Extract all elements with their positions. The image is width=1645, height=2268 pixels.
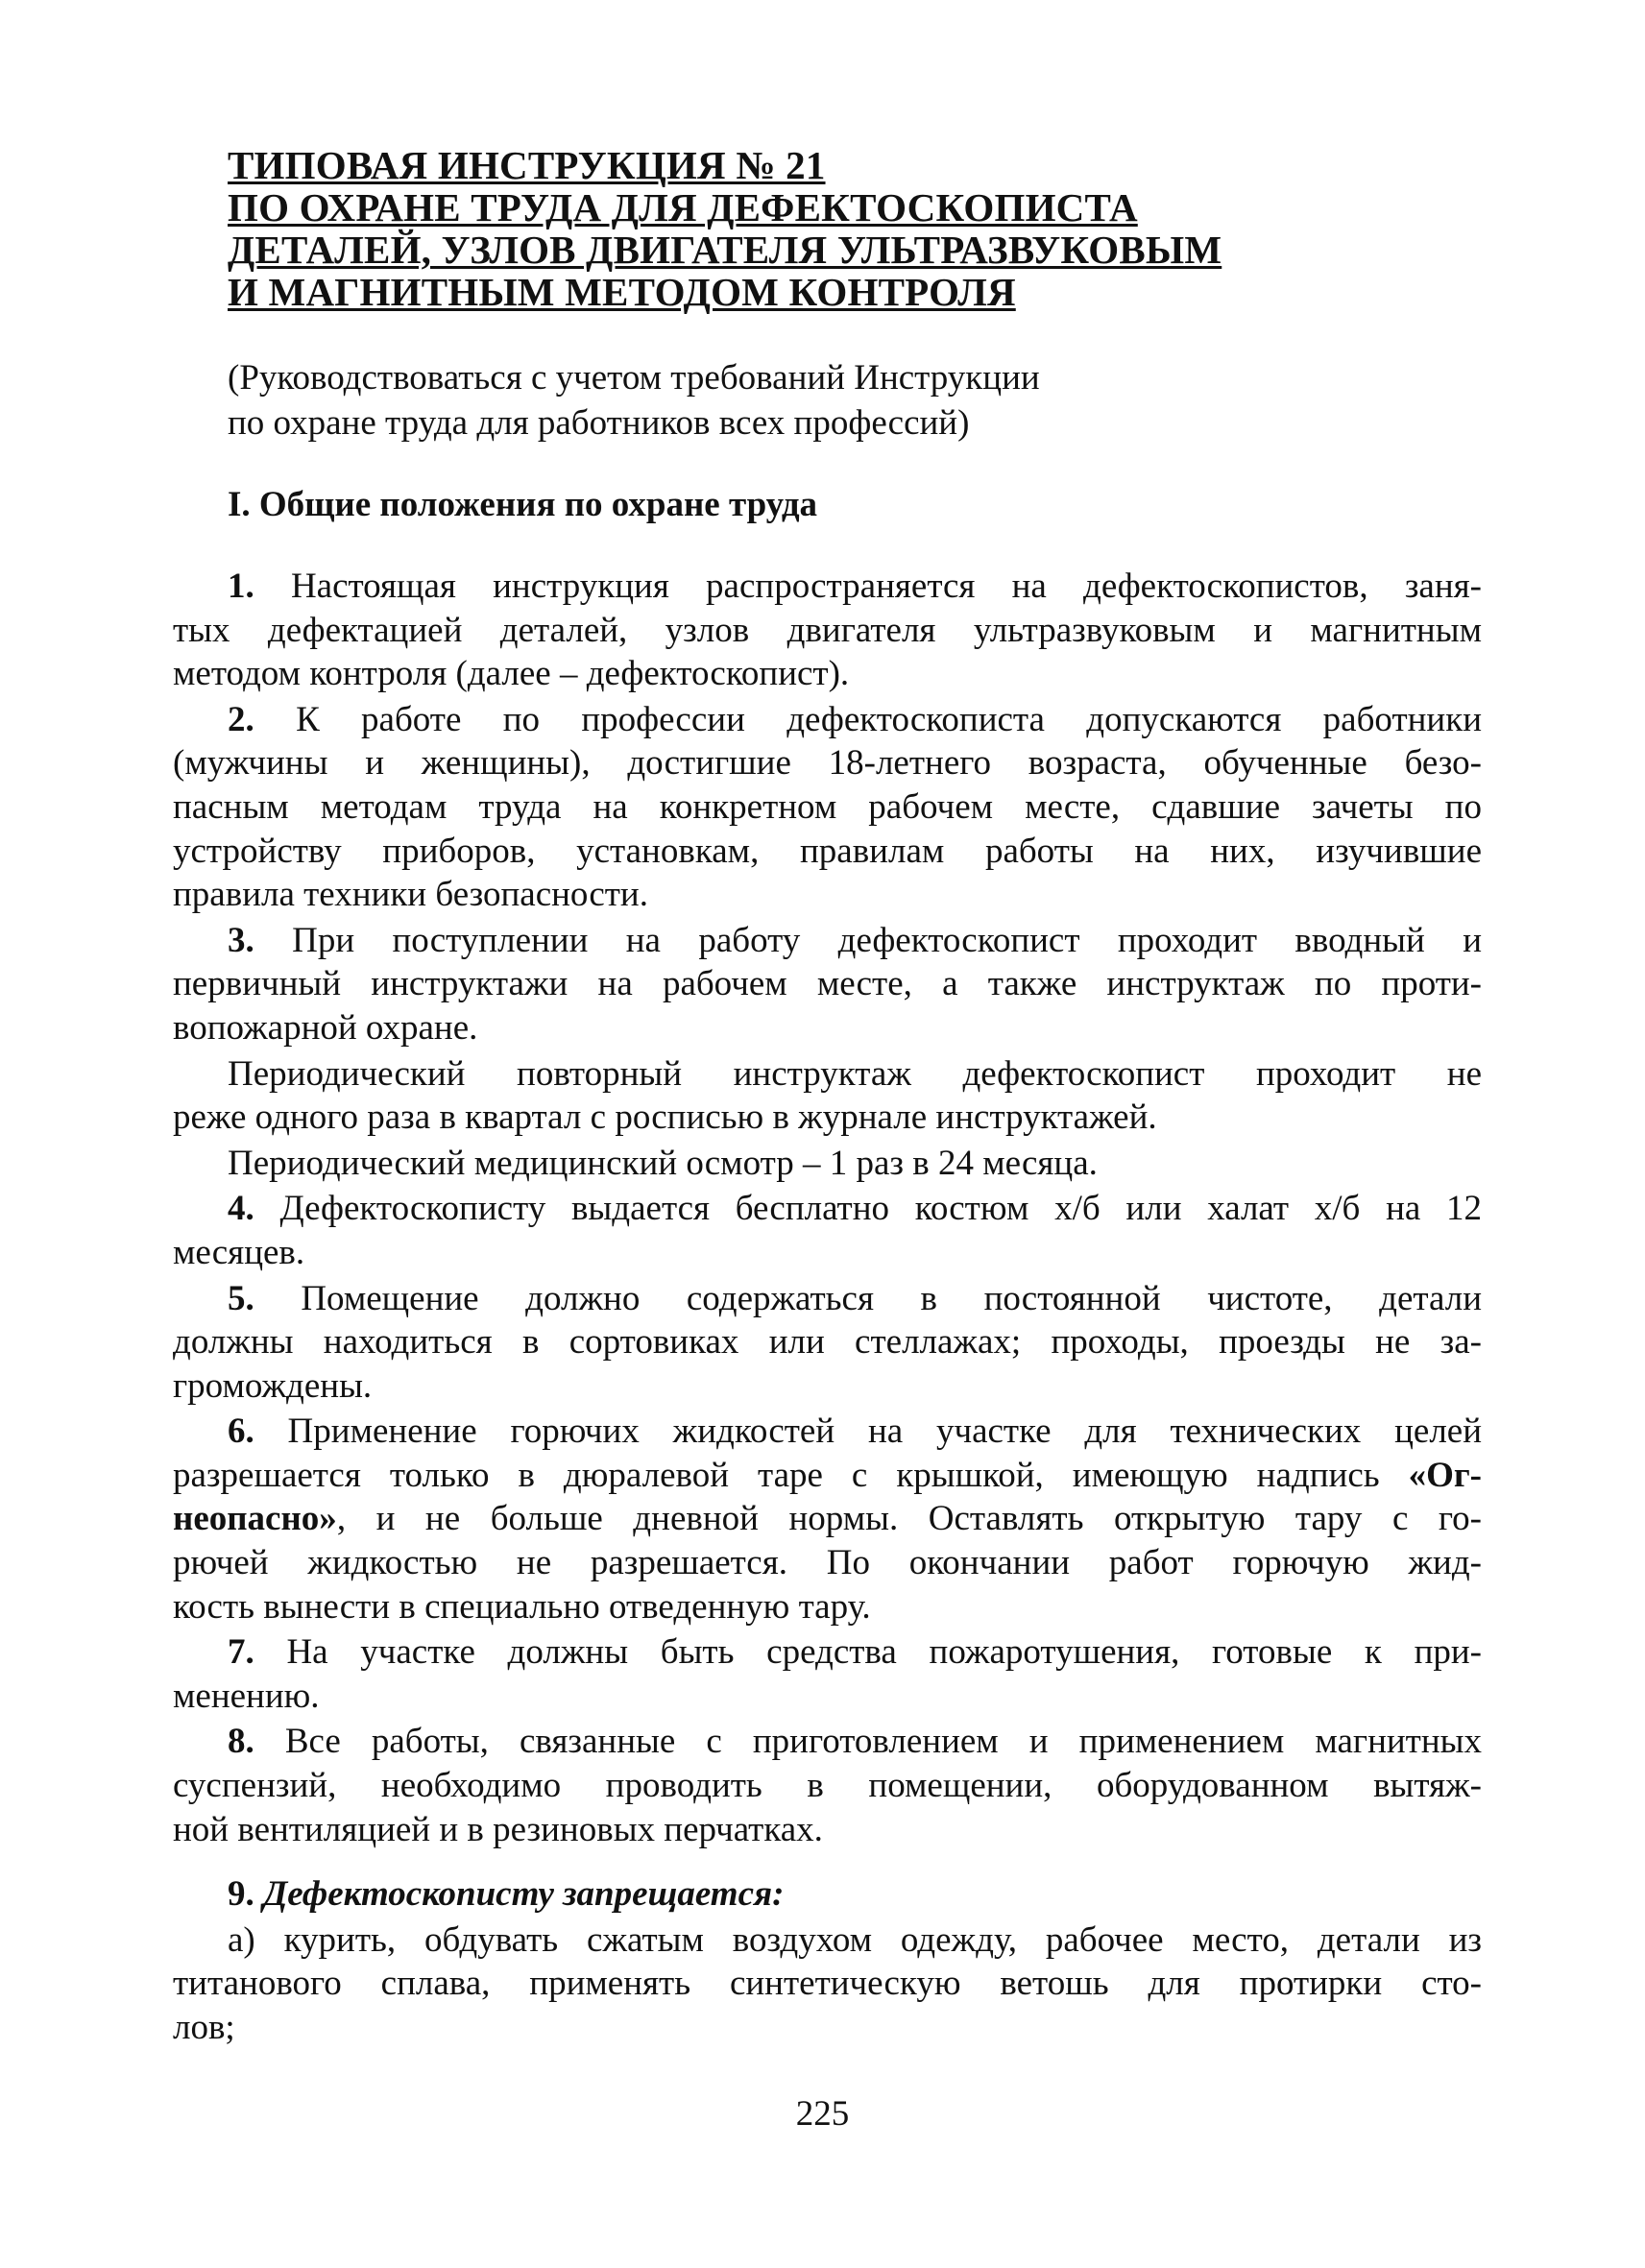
- paragraph-7: [173, 1630, 1482, 1718]
- paragraph-number: 9.: [228, 1874, 254, 1915]
- paragraph-line: суспензий, необходимо проводить в помещении, оборудованном вытяж-: [173, 1766, 1482, 1806]
- paragraph-3: [173, 919, 1482, 1050]
- paragraph-line: лов;: [173, 2008, 235, 2047]
- paragraph-line: титанового сплава, применять синтетическую ветошь для протирки сто-: [173, 1964, 1482, 2004]
- paragraph-line: Помещение должно содержаться в постоянной чистоте, детали: [301, 1278, 1482, 1318]
- paragraph-line: Все работы, связанные с приготовлением и применением магнитных: [284, 1722, 1483, 1762]
- paragraph-line: Дефектоскописту выдается бесплатно костюм х/б или халат х/б на 12: [279, 1189, 1483, 1229]
- document-subtitle: [228, 355, 1284, 446]
- paragraph-9: [173, 1872, 1482, 1917]
- paragraph-line: первичный инструктажи на рабочем месте, а также инструктаж по проти-: [173, 964, 1482, 1004]
- subsection-heading: Дефектоскописту запрещается:: [263, 1874, 785, 1915]
- paragraph-number: 7.: [228, 1632, 254, 1673]
- paragraph-line: ной вентиляцией и в резиновых перчатках.: [173, 1809, 823, 1849]
- paragraph-6: [173, 1410, 1482, 1629]
- paragraph-line: Периодический медицинский осмотр – 1 раз в 24 месяца.: [228, 1143, 1098, 1183]
- bold-text: неопасно»: [173, 1499, 337, 1539]
- paragraph-line: К работе по профессии дефектоскописта допускаются работники: [296, 699, 1482, 739]
- paragraph-1: [173, 565, 1482, 696]
- paragraph-line: кость вынести в специально отведенную тару.: [173, 1586, 871, 1627]
- paragraph-number: 8.: [228, 1722, 254, 1762]
- paragraph-number: 4.: [228, 1189, 254, 1229]
- page-number: 225: [795, 2094, 850, 2134]
- paragraph-line: На участке должны быть средства пожаротушения, готовые к при-: [286, 1632, 1482, 1673]
- section-heading: I. Общие положения по охране труда: [228, 485, 818, 524]
- title-line-2: ПО ОХРАНЕ ТРУДА ДЛЯ ДЕФЕКТОСКОПИСТА: [228, 185, 1138, 229]
- paragraph-line: громождены.: [173, 1365, 373, 1406]
- bold-text: «Ог-: [1408, 1455, 1482, 1495]
- paragraph-number: 3.: [228, 920, 254, 960]
- paragraph-2: [173, 698, 1482, 917]
- paragraph-number: 2.: [228, 699, 254, 739]
- paragraph-line: тых дефектацией деталей, узлов двигателя ультразвуковым и магнитным: [173, 610, 1482, 650]
- paragraph-number: 5.: [228, 1278, 254, 1318]
- paragraph-line: должны находиться в сортовиках или стеллажах; проходы, проезды не за-: [173, 1322, 1482, 1363]
- paragraph-line: менению.: [173, 1676, 320, 1716]
- paragraph-8: [173, 1720, 1482, 1851]
- paragraph-4: [173, 1187, 1482, 1274]
- paragraph-line: При поступлении на работу дефектоскопист проходит вводный и: [292, 920, 1482, 960]
- subtitle-line-2: по охране труда для работников всех профессий): [228, 403, 970, 443]
- paragraph-line: , и не больше дневной нормы. Оставлять открытую тару с го-: [336, 1499, 1482, 1539]
- paragraph-line: Применение горючих жидкостей на участке для технических целей: [287, 1411, 1483, 1452]
- paragraph-3b: [173, 1052, 1482, 1140]
- paragraph-3c: [173, 1142, 1482, 1186]
- paragraph-line: Периодический повторный инструктаж дефектоскопист проходит не: [228, 1053, 1482, 1094]
- paragraph-line: рючей жидкостью не разрешается. По окончании работ горючую жид-: [173, 1543, 1482, 1583]
- title-line-3: ДЕТАЛЕЙ, УЗЛОВ ДВИГАТЕЛЯ УЛЬТРАЗВУКОВЫМ: [228, 228, 1222, 272]
- paragraph-number: 6.: [228, 1411, 254, 1452]
- title-line-1: ТИПОВАЯ ИНСТРУКЦИЯ № 21: [228, 143, 826, 187]
- paragraph-number: 1.: [228, 567, 254, 606]
- paragraph-line: вопожарной охране.: [173, 1007, 478, 1048]
- body-text: [173, 565, 1482, 2050]
- paragraph-line: (мужчины и женщины), достигшие 18-летнего возраста, обученные безо-: [173, 743, 1482, 784]
- document-title: [228, 144, 1332, 313]
- title-line-4: И МАГНИТНЫМ МЕТОДОМ КОНТРОЛЯ: [228, 270, 1016, 314]
- paragraph-line: разрешается только в дюралевой таре с крышкой, имеющую надпись: [173, 1455, 1409, 1495]
- paragraph-line: Настоящая инструкция распространяется на дефектоскопистов, заня-: [290, 567, 1482, 606]
- paragraph-line: месяцев.: [173, 1232, 305, 1272]
- paragraph-line: реже одного раза в квартал с росписью в журнале инструктажей.: [173, 1098, 1157, 1138]
- paragraph-9a: [173, 1918, 1482, 2050]
- paragraph-line: методом контроля (далее – дефектоскопист).: [173, 654, 850, 694]
- paragraph-line: а) курить, обдувать сжатым воздухом одежду, рабочее место, детали из: [228, 1919, 1482, 1960]
- paragraph-5: [173, 1277, 1482, 1409]
- paragraph-line: пасным методам труда на конкретном рабочем месте, сдавшие зачеты по: [173, 786, 1482, 827]
- subtitle-line-1: (Руководствоваться с учетом требований Инструкции: [228, 358, 1040, 398]
- paragraph-line: правила техники безопасности.: [173, 875, 648, 915]
- paragraph-line: устройству приборов, установкам, правилам работы на них, изучившие: [173, 831, 1482, 871]
